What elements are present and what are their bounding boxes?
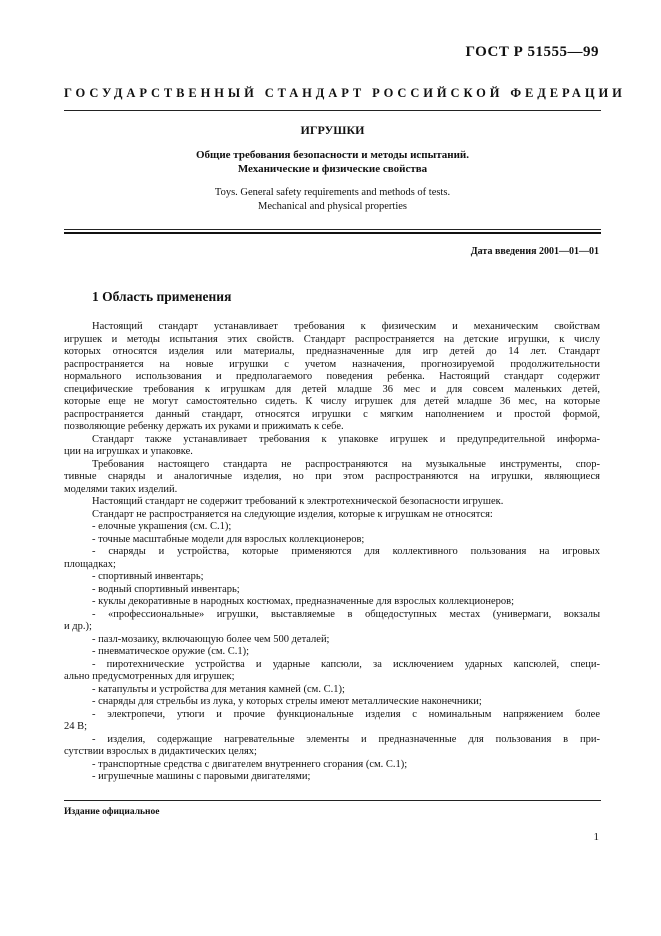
english-title-line-1: Toys. General safety requirements and methods of tests. xyxy=(214,187,451,198)
body-line: которые еще не могут самостоятельно сидеть. К числу игрушек для детей младше 36 мес, на которые xyxy=(64,396,600,407)
body-line: моделями таких изделий. xyxy=(64,483,178,495)
body-line: - пазл-мозаику, включающую более чем 500 деталей; xyxy=(92,633,330,645)
body-line: и др.); xyxy=(64,621,92,632)
subtitle-line-2: Механические и физические свойства xyxy=(237,163,428,175)
official-edition-label: Издание официальное xyxy=(64,807,160,817)
section-heading: 1 Область применения xyxy=(92,289,232,304)
body-line: - елочные украшения (см. С.1); xyxy=(92,521,232,532)
body-line: позволяющие ребенку держать их руками и прижимать к себе. xyxy=(64,421,344,432)
page-number: 1 xyxy=(593,831,599,843)
body-line: - снаряды и устройства, которые применяются для коллективного пользования на игровых xyxy=(92,546,600,557)
state-standard-heading: ГОСУДАРСТВЕННЫЙ СТАНДАРТ РОССИЙСКОЙ ФЕДЕРАЦИИ xyxy=(64,86,626,100)
body-line: - пневматическое оружие (см. С.1); xyxy=(92,646,250,657)
body-line: - катапульты и устройства для метания камней (см. С.1); xyxy=(92,683,345,695)
double-rule-thick xyxy=(64,232,601,234)
top-rule xyxy=(64,110,601,111)
english-title-line-2: Mechanical and physical properties xyxy=(258,201,407,212)
standard-number: ГОСТ Р 51555—99 xyxy=(465,44,599,60)
body-line: - водный спортивный инвентарь; xyxy=(92,583,240,595)
body-line: специфические требования к игрушкам для детей младше 36 мес и для совсем маленьких детей, xyxy=(64,383,600,395)
document-title: ИГРУШКИ xyxy=(300,123,365,137)
body-line: - пиротехнические устройства и ударные капсюли, за исключением ударных капсюлей, специ- xyxy=(92,658,600,670)
body-line: Настоящий стандарт устанавливает требования к физическим и механическим свойствам xyxy=(92,321,600,332)
body-line: Настоящий стандарт не содержит требований к электротехнической безопасности игрушек. xyxy=(92,496,504,507)
body-line: - снаряды для стрельбы из лука, у которых стрелы имеют металлические наконечники; xyxy=(92,696,482,707)
body-line: - точные масштабные модели для взрослых коллекционеров; xyxy=(92,533,365,545)
body-line: площадках; xyxy=(64,558,116,570)
effective-date: Дата введения 2001—01—01 xyxy=(470,246,599,257)
body-line: нормального использования и предполагаемого поведения ребенка. Настоящий стандарт содержит xyxy=(64,371,600,382)
english-title xyxy=(64,186,601,214)
subtitle-line-1: Общие требования безопасности и методы испытаний. xyxy=(195,149,470,161)
body-line: распространяется данный стандарт, относятся игрушки с мягким наполнением и простой формой, xyxy=(64,408,600,420)
body-line: - транспортные средства с двигателем внутреннего сгорания (см. С.1); xyxy=(92,758,408,770)
double-rule xyxy=(64,229,601,230)
body-line: - игрушечные машины с паровыми двигателями; xyxy=(92,771,311,782)
footer-rule xyxy=(64,800,601,801)
body-line: ально предусмотренных для игрушек; xyxy=(64,671,235,682)
body-line: Стандарт не распространяется на следующие изделия, которые к игрушкам не относятся: xyxy=(92,508,493,520)
body-line: Требования настоящего стандарта не распространяются на музыкальные инструменты, спор- xyxy=(92,458,600,470)
body-line: игрушек и методы испытания этих свойств. Стандарт распространяется на детские игрушки, к числу xyxy=(64,333,600,345)
body-line: сутствии взрослых в дидактических целях; xyxy=(64,746,257,757)
body-line: ции на игрушках и упаковке. xyxy=(64,446,193,457)
body-line: которых относятся изделия или материалы, предназначенные для игр детей до 14 лет. Стандарт xyxy=(64,346,600,357)
body-line: распространяется на новые игрушки с учетом назначения, прогнозируемой продолжительности xyxy=(64,358,600,370)
section-body xyxy=(64,321,600,784)
body-line: Стандарт также устанавливает требования к упаковке игрушек и предупредительной информа- xyxy=(92,433,600,445)
body-line: 24 В; xyxy=(64,721,88,732)
body-line: - спортивный инвентарь; xyxy=(92,571,204,582)
body-line: - электропечи, утюги и прочие функциональные изделия с номинальным напряжением более xyxy=(92,708,600,720)
document-subtitle xyxy=(64,148,601,176)
body-line: - куклы декоративные в народных костюмах, предназначенные для взрослых коллекционеров; xyxy=(92,596,514,607)
body-line: - «профессиональные» игрушки, выставляемые в общедоступных местах (универмаги, вокзалы xyxy=(92,608,600,620)
body-line: тивные снаряды и аналогичные изделия, но при этом распространяются на игрушки, являющиеся xyxy=(64,471,600,482)
body-line: - изделия, содержащие нагревательные элементы и предназначенные для пользования в при- xyxy=(92,733,600,745)
